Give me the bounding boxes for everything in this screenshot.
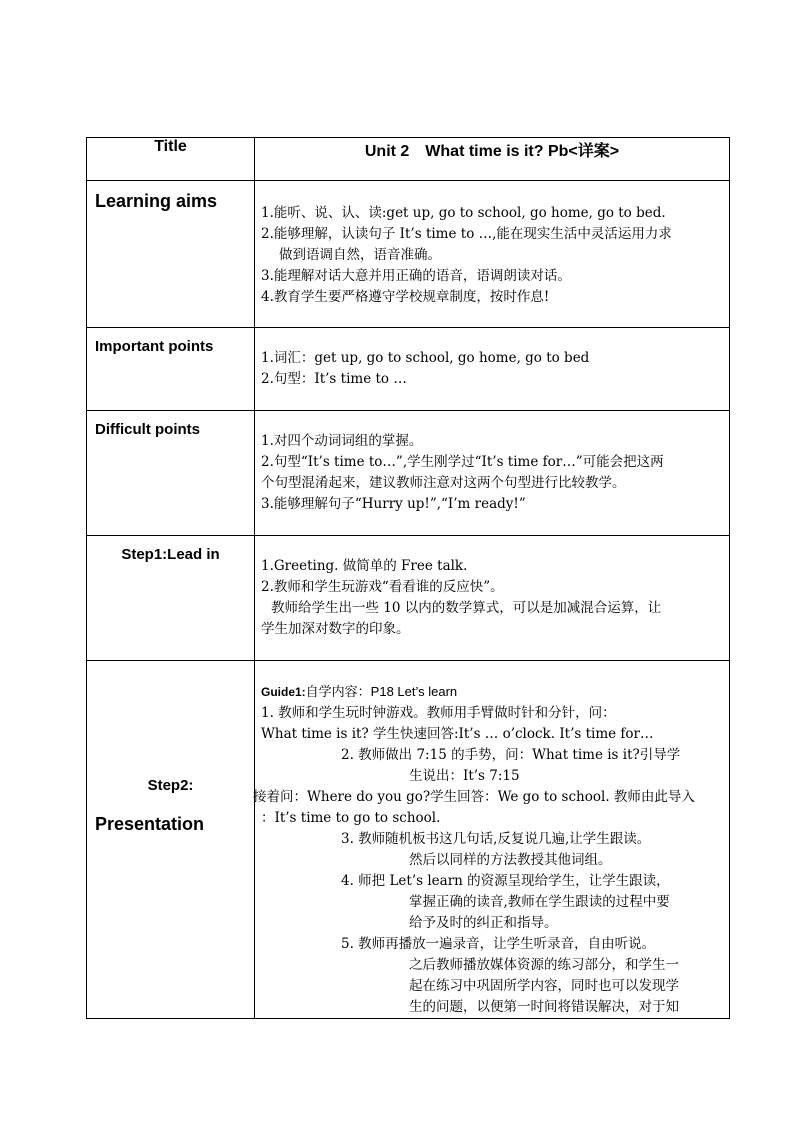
difficult-line: 1.对四个动词词组的掌握。 bbox=[261, 433, 423, 449]
lesson-plan-table bbox=[86, 137, 730, 1019]
difficult-points-label-cell bbox=[87, 411, 255, 536]
step2-label: Step2: bbox=[147, 777, 194, 794]
step1-row bbox=[87, 536, 730, 661]
step2-line: 生说出：It’s 7:15 bbox=[409, 768, 520, 784]
presentation-label: Presentation bbox=[95, 814, 205, 834]
step2-line: 生的问题，以便第一时间将错误解决，对于知 bbox=[409, 999, 679, 1015]
guide-heading bbox=[261, 681, 723, 703]
step1-line: 教师给学生出一些 10 以内的数学算式，可以是加减混合运算，让 bbox=[271, 600, 662, 616]
difficult-line: 个句型混淆起来，建议教师注意对这两个句型进行比较教学。 bbox=[261, 475, 626, 491]
important-points-label: Important points bbox=[95, 338, 214, 355]
important-line: 1.词汇：get up, go to school, go home, go to bed bbox=[261, 350, 590, 366]
aim-line: 做到语调自然，语音准确。 bbox=[279, 247, 441, 263]
step2-line: 掌握正确的读音,教师在学生跟读的过程中要 bbox=[409, 894, 670, 910]
step2-content bbox=[255, 661, 730, 1019]
step1-label-cell bbox=[87, 536, 255, 661]
step2-line: 起在练习中巩固所学内容，同时也可以发现学 bbox=[409, 978, 679, 994]
step2-row bbox=[87, 661, 730, 1019]
step2-line: ：It’s time to go to school. bbox=[261, 810, 441, 826]
step2-line: 给予及时的纠正和指导。 bbox=[409, 915, 558, 931]
step2-line: 2. 教师做出 7:15 的手势，问：What time is it?引导学 bbox=[341, 747, 681, 763]
aim-line: 3.能理解对话大意并用正确的语音，语调朗读对话。 bbox=[261, 268, 571, 284]
step2-line: What time is it? 学生快速回答:It’s … o’clock. It’s time for… bbox=[261, 726, 654, 742]
step2-line: 之后教师播放媒体资源的练习部分，和学生一 bbox=[409, 957, 679, 973]
learning-aims-label-cell bbox=[87, 181, 255, 328]
learning-aims-row bbox=[87, 181, 730, 328]
step1-label: Step1:Lead in bbox=[121, 546, 220, 563]
difficult-points-content bbox=[255, 411, 730, 536]
step2-line: 1. 教师和学生玩时钟游戏。教师用手臂做时针和分针，问： bbox=[261, 705, 616, 721]
important-points-row bbox=[87, 328, 730, 411]
guide-bold: Guide1: bbox=[261, 685, 306, 699]
guide-text: 自学内容：P18 Let’s learn bbox=[305, 684, 458, 699]
step2-line: 5. 教师再播放一遍录音，让学生听录音，自由听说。 bbox=[341, 936, 656, 952]
step1-line: 1.Greeting. 做简单的 Free talk. bbox=[261, 558, 468, 574]
important-line: 2.句型：It’s time to … bbox=[261, 371, 407, 387]
difficult-points-label: Difficult points bbox=[95, 421, 200, 438]
step2-line: 然后以同样的方法教授其他词组。 bbox=[409, 852, 612, 868]
aim-line: 4.教育学生要严格遵守学校规章制度，按时作息! bbox=[261, 289, 550, 305]
important-points-label-cell bbox=[87, 328, 255, 411]
step2-line: 接着问：Where do you go?学生回答：We go to school. 教师由此导入 bbox=[253, 789, 695, 805]
step2-label-cell bbox=[87, 661, 255, 1019]
aim-line: 1.能听、说、认、读:get up, go to school, go home, go to bed. bbox=[261, 205, 666, 221]
title-value: Unit 2 What time is it? Pb<详案> bbox=[255, 138, 730, 181]
important-points-content bbox=[255, 328, 730, 411]
aim-line: 2.能够理解，认读句子 It’s time to …,能在现实生活中灵活运用力求 bbox=[261, 226, 672, 242]
step2-line: 3. 教师随机板书这几句话,反复说几遍,让学生跟读。 bbox=[341, 831, 651, 847]
step2-line: 4. 师把 Let’s learn 的资源呈现给学生，让学生跟读， bbox=[341, 873, 670, 889]
learning-aims-content bbox=[255, 181, 730, 328]
step1-line: 学生加深对数字的印象。 bbox=[261, 621, 410, 637]
learning-aims-label: Learning aims bbox=[95, 191, 218, 211]
difficult-points-row bbox=[87, 411, 730, 536]
difficult-line: 2.句型“It’s time to…”,学生刚学过“It’s time for…”可能会把这两 bbox=[261, 454, 664, 470]
title-row bbox=[87, 138, 730, 181]
title-label: Title bbox=[87, 138, 255, 181]
difficult-line: 3.能够理解句子“Hurry up!”,“I’m ready!” bbox=[261, 496, 526, 512]
step1-content bbox=[255, 536, 730, 661]
step1-line: 2.教师和学生玩游戏“看看谁的反应快”。 bbox=[261, 579, 504, 595]
